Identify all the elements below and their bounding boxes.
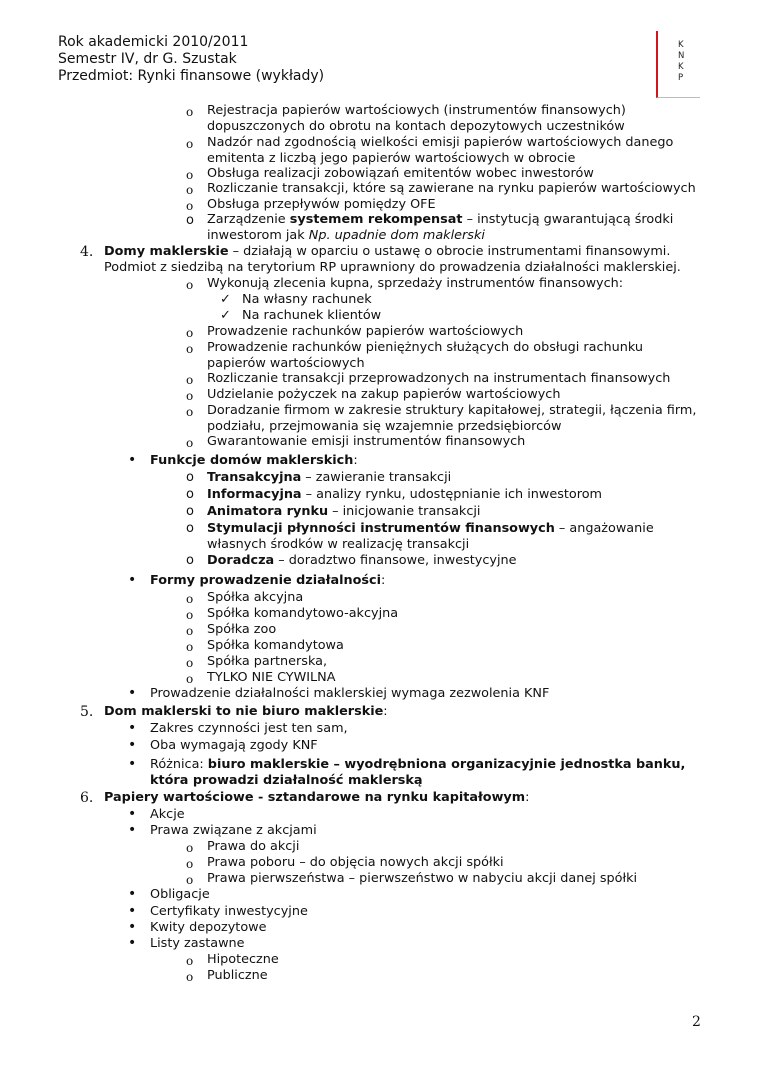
function-item: Informacyjna – analizy rynku, udostępnianie ich inwestorom — [207, 487, 603, 502]
list-item-continuation: inwestorom jak Np. upadnie dom maklerski — [207, 228, 485, 243]
circle-bullet: o — [186, 954, 194, 968]
dot-bullet: • — [128, 756, 137, 772]
circle-bullet: o — [186, 326, 194, 340]
check-item: Na rachunek klientów — [242, 308, 382, 323]
list-item: Prowadzenie rachunków papierów wartościowych — [207, 324, 524, 339]
dot-bullet: • — [128, 822, 137, 838]
logo-letter: K — [678, 40, 684, 50]
circle-bullet: o — [186, 342, 194, 356]
circle-bullet: o — [186, 487, 194, 502]
dot-bullet: • — [128, 919, 137, 935]
form-item: Spółka partnerska, — [207, 654, 328, 669]
form-item: TYLKO NIE CYWILNA — [207, 670, 336, 685]
form-item: Spółka zoo — [207, 622, 277, 637]
logo-letter: N — [678, 51, 685, 61]
section-heading: Papiery wartościowe - sztandarowe na rynku kapitałowym: — [104, 790, 530, 805]
list-item: Rozliczanie transakcji, które są zawierane na rynku papierów wartościowych — [207, 181, 696, 196]
circle-bullet: o — [186, 105, 194, 119]
logo-letter: P — [678, 73, 684, 83]
circle-bullet: o — [186, 656, 194, 670]
list-item: Gwarantowanie emisji instrumentów finansowych — [207, 434, 526, 449]
page-number: 2 — [692, 1014, 701, 1030]
list-item-continuation: dopuszczonych do obrotu na kontach depozytowych uczestników — [207, 119, 625, 134]
header-line-semester: Semestr IV, dr G. Szustak — [58, 51, 237, 67]
list-item-continuation: emitenta z liczbą jego papierów wartościowych w obrocie — [207, 151, 576, 166]
list-item: Prowadzenie rachunków pieniężnych służących do obsługi rachunku — [207, 340, 643, 355]
section-number: 6. — [80, 790, 94, 806]
circle-bullet: o — [186, 970, 194, 984]
header-line-academic-year: Rok akademicki 2010/2011 — [58, 34, 249, 50]
check-item: Na własny rachunek — [242, 292, 372, 307]
list-item: Listy zastawne — [150, 936, 245, 951]
function-item: Stymulacji płynności instrumentów finansowych – angażowanie — [207, 521, 654, 536]
list-item: Rejestracja papierów wartościowych (instrumentów finansowych) — [207, 103, 626, 118]
dot-bullet: • — [128, 452, 137, 468]
list-item-orders: Wykonują zlecenia kupna, sprzedaży instrumentów finansowych: — [207, 276, 624, 291]
list-item: Obsługa przepływów pomiędzy OFE — [207, 197, 436, 212]
list-item: Obsługa realizacji zobowiązań emitentów wobec inwestorów — [207, 166, 594, 181]
function-item: Doradcza – doradztwo finansowe, inwestycyjne — [207, 553, 517, 568]
header-line-subject: Przedmiot: Rynki finansowe (wykłady) — [58, 68, 325, 84]
list-item: Certyfikaty inwestycyjne — [150, 904, 308, 919]
circle-bullet: o — [186, 168, 194, 182]
dot-bullet: • — [128, 935, 137, 951]
knf-permit-item: Prowadzenie działalności maklerskiej wymaga zezwolenia KNF — [150, 686, 550, 701]
sub-list-item: Prawa do akcji — [207, 839, 300, 854]
list-item: Udzielanie pożyczek na zakup papierów wartościowych — [207, 387, 561, 402]
dot-bullet: • — [128, 737, 137, 753]
list-item: Oba wymagają zgody KNF — [150, 738, 318, 753]
list-item: Nadzór nad zgodnością wielkości emisji papierów wartościowych danego — [207, 135, 674, 150]
difference-item: Różnica: biuro maklerskie – wyodrębniona organizacyjnie jednostka banku, — [150, 757, 686, 772]
forms-heading: Formy prowadzenie działalności: — [150, 573, 386, 588]
section-heading: Domy maklerskie – działają w oparciu o ustawę o obrocie instrumentami finansowymi. — [104, 244, 671, 259]
function-item: Animatora rynku – inicjowanie transakcji — [207, 504, 481, 519]
list-item: Akcje — [150, 807, 185, 822]
list-item: Rozliczanie transakcji przeprowadzonych na instrumentach finansowych — [207, 371, 671, 386]
knkp-logo — [656, 31, 700, 98]
list-item-compensation: Zarządzenie systemem rekompensat – instytucją gwarantującą środki — [207, 212, 674, 227]
dot-bullet: • — [128, 806, 137, 822]
circle-bullet: o — [186, 640, 194, 654]
circle-bullet: o — [186, 213, 194, 228]
dot-bullet: • — [128, 903, 137, 919]
list-item: Kwity depozytowe — [150, 920, 267, 935]
section-heading-continuation: Podmiot z siedzibą na terytorium RP uprawniony do prowadzenia działalności maklerskiej. — [104, 260, 681, 275]
logo-letter: K — [678, 62, 684, 72]
dot-bullet: • — [128, 572, 137, 588]
dot-bullet: • — [128, 685, 137, 701]
difference-item-continuation: która prowadzi działalność maklerską — [150, 773, 423, 788]
circle-bullet: o — [186, 873, 194, 887]
circle-bullet: o — [186, 592, 194, 606]
list-item: Obligacje — [150, 887, 210, 902]
sub-list-item: Hipoteczne — [207, 952, 279, 967]
section-heading: Dom maklerski to nie biuro maklerskie: — [104, 704, 388, 719]
circle-bullet: o — [186, 841, 194, 855]
circle-bullet: o — [186, 137, 194, 151]
circle-bullet: o — [186, 373, 194, 387]
list-item: Prawa związane z akcjami — [150, 823, 317, 838]
circle-bullet: o — [186, 470, 194, 485]
list-item: Zakres czynności jest ten sam, — [150, 721, 348, 736]
functions-heading: Funkcje domów maklerskich: — [150, 453, 358, 468]
circle-bullet: o — [186, 183, 194, 197]
circle-bullet: o — [186, 521, 194, 536]
function-item: Transakcyjna – zawieranie transakcji — [207, 470, 452, 485]
circle-bullet: o — [186, 389, 194, 403]
sub-list-item: Prawa pierwszeństwa – pierwszeństwo w nabyciu akcji danej spółki — [207, 871, 638, 886]
checkmark-icon: ✓ — [220, 292, 231, 307]
circle-bullet: o — [186, 857, 194, 871]
form-item: Spółka komandytowo-akcyjna — [207, 606, 399, 621]
circle-bullet: o — [186, 553, 194, 568]
document-header — [58, 34, 324, 85]
sub-list-item: Publiczne — [207, 968, 268, 983]
list-item-continuation: papierów wartościowych — [207, 356, 365, 371]
dot-bullet: • — [128, 720, 137, 736]
circle-bullet: o — [186, 436, 194, 450]
section-number: 5. — [80, 704, 94, 720]
circle-bullet: o — [186, 608, 194, 622]
sub-list-item: Prawa poboru – do objęcia nowych akcji spółki — [207, 855, 504, 870]
circle-bullet: o — [186, 672, 194, 686]
form-item: Spółka akcyjna — [207, 590, 304, 605]
section-number: 4. — [80, 244, 94, 260]
function-item-continuation: własnych środków w realizację transakcji — [207, 537, 470, 552]
circle-bullet: o — [186, 624, 194, 638]
circle-bullet: o — [186, 278, 194, 292]
dot-bullet: • — [128, 886, 137, 902]
form-item: Spółka komandytowa — [207, 638, 344, 653]
list-item-continuation: podziału, przejmowania się wzajemnie przedsiębiorców — [207, 419, 562, 434]
list-item: Doradzanie firmom w zakresie struktury kapitałowej, strategii, łączenia firm, — [207, 403, 697, 418]
circle-bullet: o — [186, 199, 194, 213]
circle-bullet: o — [186, 405, 194, 419]
checkmark-icon: ✓ — [220, 308, 231, 323]
circle-bullet: o — [186, 504, 194, 519]
